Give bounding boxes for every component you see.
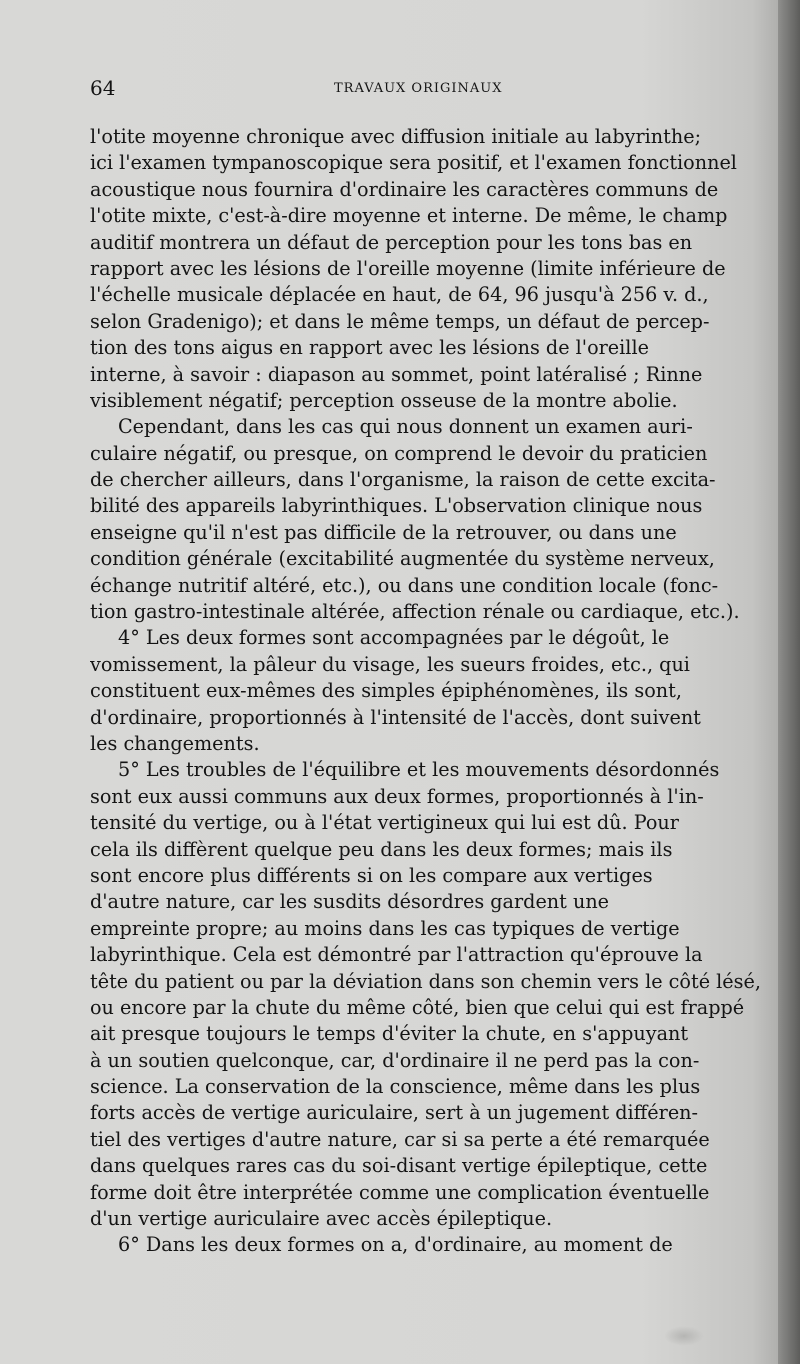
text-line: sont eux aussi communs aux deux formes, proportionnés à l'in- <box>90 784 704 808</box>
text-line: l'otite mixte, c'est-à-dire moyenne et interne. De même, le champ <box>90 204 728 228</box>
text-line: ou encore par la chute du même côté, bien que celui qui est frappé <box>90 995 745 1019</box>
body-text <box>90 124 762 1259</box>
page-gutter-shadow <box>778 0 800 1364</box>
text-line: tête du patient ou par la déviation dans son chemin vers le côté lésé, <box>90 969 761 993</box>
text-line: d'ordinaire, proportionnés à l'intensité de l'accès, dont suivent <box>90 705 701 729</box>
text-line: l'otite moyenne chronique avec diffusion initiale au labyrinthe; <box>90 125 702 148</box>
text-line: 4° Les deux formes sont accompagnées par le dégoût, le <box>118 626 670 650</box>
text-line: tion des tons aigus en rapport avec les lésions de l'oreille <box>90 336 649 360</box>
text-line: bilité des appareils labyrinthiques. L'observation clinique nous <box>90 494 703 518</box>
text-line: interne, à savoir : diapason au sommet, point latéralisé ; Rinne <box>90 362 703 386</box>
text-line: visiblement négatif; perception osseuse de la montre abolie. <box>90 388 678 412</box>
text-line: vomissement, la pâleur du visage, les sueurs froides, etc., qui <box>90 652 690 676</box>
text-line: cela ils diffèrent quelque peu dans les deux formes; mais ils <box>90 837 673 861</box>
text-line: 5° Les troubles de l'équilibre et les mouvements désordonnés <box>118 758 720 782</box>
text-line: l'échelle musicale déplacée en haut, de 64, 96 jusqu'à 256 v. d., <box>90 283 709 307</box>
text-line: à un soutien quelconque, car, d'ordinaire il ne perd pas la con- <box>90 1048 700 1072</box>
text-line: condition générale (excitabilité augmentée du système nerveux, <box>90 547 715 571</box>
text-line: de chercher ailleurs, dans l'organisme, la raison de cette excita- <box>90 468 716 492</box>
text-line: science. La conservation de la conscience, même dans les plus <box>90 1075 701 1099</box>
text-line: forts accès de vertige auriculaire, sert à un jugement différen- <box>90 1101 699 1125</box>
text-line: tensité du vertige, ou à l'état vertigineux qui lui est dû. Pour <box>90 811 679 835</box>
text-line: 6° Dans les deux formes on a, d'ordinaire, au moment de <box>118 1233 673 1257</box>
text-line: auditif montrera un défaut de perception pour les tons bas en <box>90 230 693 254</box>
text-line: d'autre nature, car les susdits désordres gardent une <box>90 890 610 914</box>
text-line: sont encore plus différents si on les compare aux vertiges <box>90 863 653 887</box>
text-line: culaire négatif, ou presque, on comprend le devoir du praticien <box>90 441 708 465</box>
text-line: empreinte propre; au moins dans les cas typiques de vertige <box>90 916 680 940</box>
text-line: selon Gradenigo); et dans le même temps, un défaut de percep- <box>90 309 710 333</box>
text-line: forme doit être interprétée comme une complication éventuelle <box>90 1180 710 1204</box>
text-line: tiel des vertiges d'autre nature, car si sa perte a été remarquée <box>90 1127 710 1151</box>
text-line: Cependant, dans les cas qui nous donnent un examen auri- <box>118 415 693 439</box>
text-line: constituent eux-mêmes des simples épiphénomènes, ils sont, <box>90 679 682 703</box>
text-line: enseigne qu'il n'est pas difficile de la retrouver, ou dans une <box>90 520 677 544</box>
text-line: tion gastro-intestinale altérée, affection rénale ou cardiaque, etc.). <box>90 600 740 624</box>
text-line: échange nutritif altéré, etc.), ou dans une condition locale (fonc- <box>90 573 719 597</box>
text-line: ait presque toujours le temps d'éviter la chute, en s'appuyant <box>90 1022 689 1046</box>
text-line: d'un vertige auriculaire avec accès épileptique. <box>90 1207 553 1231</box>
page-smudge <box>664 1326 704 1346</box>
running-head <box>90 76 750 102</box>
page-number: 64 <box>90 76 116 100</box>
text-line: acoustique nous fournira d'ordinaire les caractères communs de <box>90 177 719 201</box>
text-line: les changements. <box>90 731 260 755</box>
text-line: dans quelques rares cas du soi-disant vertige épileptique, cette <box>90 1154 708 1178</box>
text-line: labyrinthique. Cela est démontré par l'attraction qu'éprouve la <box>90 943 703 967</box>
running-head-title: TRAVAUX ORIGINAUX <box>334 81 503 96</box>
text-line: ici l'examen tympanoscopique sera positif, et l'examen fonctionnel <box>90 151 737 175</box>
text-line: rapport avec les lésions de l'oreille moyenne (limite inférieure de <box>90 256 726 280</box>
